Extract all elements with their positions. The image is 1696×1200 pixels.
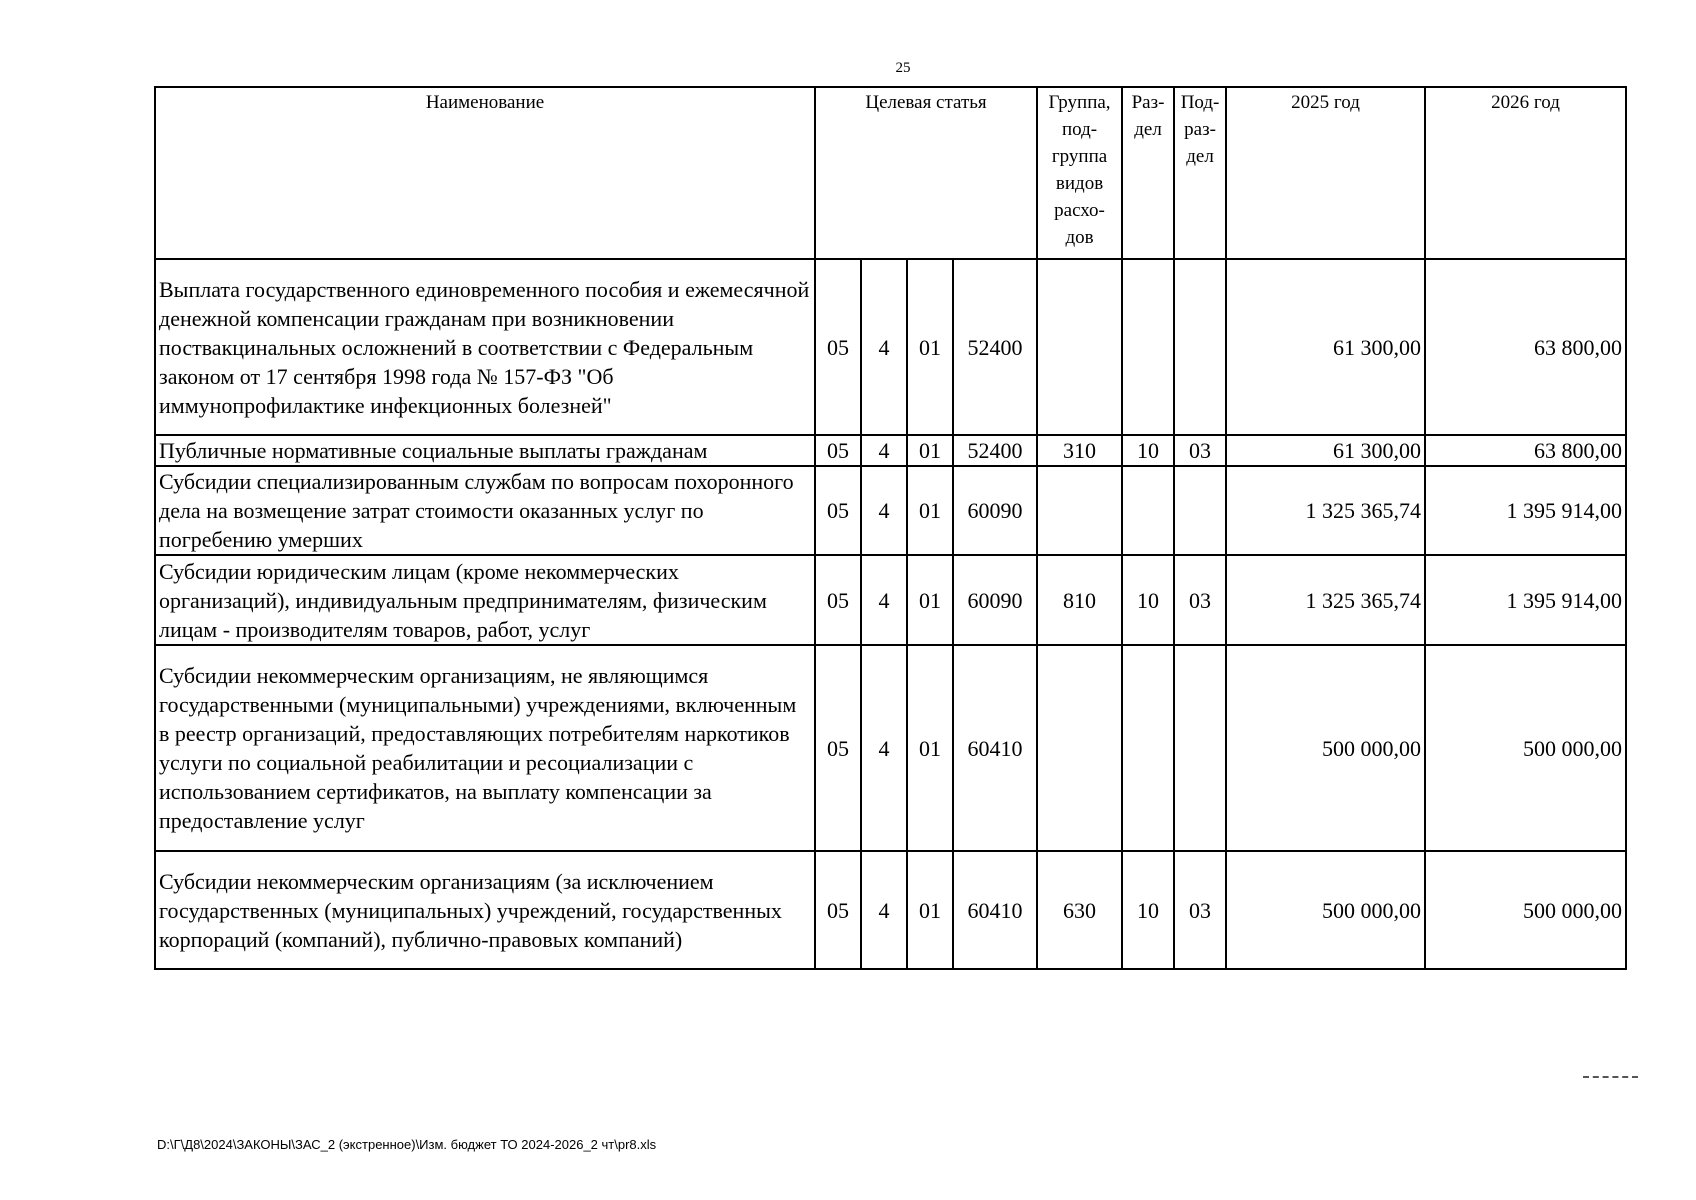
row-section [1122,645,1174,851]
row-code-program: 05 [815,435,861,466]
row-subsection [1174,466,1226,555]
row-name: Публичные нормативные социальные выплаты гражданам [155,435,815,466]
row-amount-2025: 61 300,00 [1226,435,1425,466]
row-code-type: 4 [861,851,907,969]
row-code-type: 4 [861,466,907,555]
row-code-program: 05 [815,645,861,851]
table-row [155,555,1626,645]
row-group: 310 [1037,435,1122,466]
row-subsection: 03 [1174,555,1226,645]
row-code-program: 05 [815,555,861,645]
row-code-direction: 52400 [953,259,1037,435]
table-row [155,466,1626,555]
row-name: Субсидии некоммерческим организациям (за исключением государственных (муниципальных) учреждений, государственных корпораций (компаний), публично-правовых компаний) [155,851,815,969]
row-code-direction: 60410 [953,851,1037,969]
header-target-article: Целевая статья [815,87,1037,259]
row-section [1122,259,1174,435]
row-group [1037,259,1122,435]
table-row [155,645,1626,851]
row-subsection: 03 [1174,435,1226,466]
row-code-event: 01 [907,555,953,645]
row-group: 810 [1037,555,1122,645]
header-subsection: Под-раз-дел [1174,87,1226,259]
row-name: Субсидии юридическим лицам (кроме некоммерческих организаций), индивидуальным предпринимателям, физическим лицам - производителям товаров, работ, услуг [155,555,815,645]
row-amount-2026: 500 000,00 [1425,645,1626,851]
row-subsection [1174,645,1226,851]
row-amount-2025: 500 000,00 [1226,851,1425,969]
header-expense-group: Группа, под-группа видов расхо-дов [1037,87,1122,259]
row-amount-2025: 61 300,00 [1226,259,1425,435]
row-code-direction: 52400 [953,435,1037,466]
row-name: Субсидии некоммерческим организациям, не являющимся государственными (муниципальными) учреждениями, включенным в реестр организаций, предоставляющих потребителям наркотиков услуги по социальной реабилитации и ресоциализации с использованием сертификатов, на выплату компенсации за предоставление услуг [155,645,815,851]
row-subsection [1174,259,1226,435]
row-section: 10 [1122,435,1174,466]
row-amount-2026: 1 395 914,00 [1425,466,1626,555]
row-code-event: 01 [907,435,953,466]
row-group: 630 [1037,851,1122,969]
row-code-event: 01 [907,259,953,435]
row-amount-2026: 1 395 914,00 [1425,555,1626,645]
row-code-type: 4 [861,645,907,851]
row-code-type: 4 [861,435,907,466]
row-code-event: 01 [907,645,953,851]
row-name: Субсидии специализированным службам по вопросам похоронного дела на возмещение затрат стоимости оказанных услуг по погребению умерших [155,466,815,555]
row-name: Выплата государственного единовременного пособия и ежемесячной денежной компенсации гражданам при возникновении поствакцинальных осложнений в соответствии с Федеральным законом от 17 сентября 1998 года № 157-ФЗ "Об иммунопрофилактике инфекционных болезней" [155,259,815,435]
row-code-direction: 60090 [953,555,1037,645]
footer-file-path: D:\Г\Д8\2024\ЗАКОНЫ\ЗАС_2 (экстренное)\Изм. бюджет ТО 2024-2026_2 чт\pr8.xls [157,1137,657,1152]
row-amount-2025: 500 000,00 [1226,645,1425,851]
row-amount-2026: 500 000,00 [1425,851,1626,969]
scan-mark [1583,1076,1638,1078]
header-2026: 2026 год [1425,87,1626,259]
header-section: Раз-дел [1122,87,1174,259]
budget-table [154,86,1627,970]
row-code-type: 4 [861,259,907,435]
row-amount-2025: 1 325 365,74 [1226,555,1425,645]
row-code-program: 05 [815,851,861,969]
row-code-event: 01 [907,851,953,969]
table-row [155,435,1626,466]
page-number: 25 [895,60,911,76]
header-2025: 2025 год [1226,87,1425,259]
row-section [1122,466,1174,555]
table-header-row [155,87,1626,259]
row-code-direction: 60410 [953,645,1037,851]
row-code-event: 01 [907,466,953,555]
row-group [1037,466,1122,555]
row-amount-2025: 1 325 365,74 [1226,466,1425,555]
row-amount-2026: 63 800,00 [1425,435,1626,466]
table-row [155,851,1626,969]
row-code-type: 4 [861,555,907,645]
table-row [155,259,1626,435]
row-code-program: 05 [815,259,861,435]
row-subsection: 03 [1174,851,1226,969]
row-group [1037,645,1122,851]
row-section: 10 [1122,555,1174,645]
header-name: Наименование [155,87,815,259]
row-amount-2026: 63 800,00 [1425,259,1626,435]
row-code-direction: 60090 [953,466,1037,555]
row-code-program: 05 [815,466,861,555]
row-section: 10 [1122,851,1174,969]
